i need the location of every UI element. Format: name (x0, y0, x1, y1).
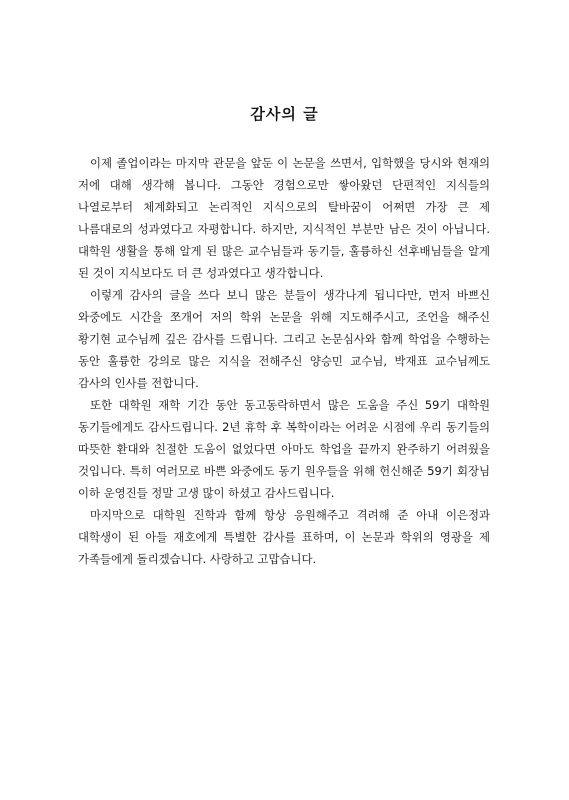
paragraph-2: 이렇게 감사의 글을 쓰다 보니 많은 분들이 생각나게 됩니다만, 먼저 바쁘신 와중에도 시간을 쪼개어 저의 학위 논문을 위해 지도해주시고, 조언을 해주신 황기현 교수님께 깊은 감사를 드립니다. 그리고 논문심사와 함께 학업을 수행하는 동안 훌륭한 강의로 많은 지식을 전해주신 양승민 교수님, 박재표 교수님께도 감사의 인사를 전합니다. (78, 288, 490, 390)
page-title: 감사의 글 (250, 105, 319, 123)
paragraph-4: 마지막으로 대학원 진학과 함께 항상 응원해주고 격려해 준 아내 이은정과 대학생이 된 아들 재호에게 특별한 감사를 표하며, 이 논문과 학위의 영광을 제 가족들에게 돌리겠습니다. 사랑하고 고맙습니다. (78, 508, 490, 566)
acknowledgement-body (78, 152, 490, 570)
paragraph-1: 이제 졸업이라는 마지막 관문을 앞둔 이 논문을 쓰면서, 입학했을 당시와 현재의 저에 대해 생각해 봅니다. 그동안 경험으로만 쌓아왔던 단편적인 지식들의 나열로부터 체계화되고 논리적인 지식으로의 탈바꿈이 어쩌면 가장 큰 제 나름대로의 성과였다고 자평합니다. 하지만, 지식적인 부분만 남은 것이 아닙니다. 대학원 생활을 통해 알게 된 많은 교수님들과 동기들, 훌륭하신 선후배님들을 알게 된 것이 지식보다도 더 큰 성과였다고 생각합니다. (78, 156, 490, 280)
paragraph-3: 또한 대학원 재학 기간 동안 동고동락하면서 많은 도움을 주신 59기 대학원 동기들에게도 감사드립니다. 2년 휴학 후 복학이라는 어려운 시점에 우리 동기들의 따뜻한 환대와 친절한 도움이 없었다면 아마도 학업을 끝까지 완주하기 어려웠을 것입니다. 특히 여러모로 바쁜 와중에도 동기 원우들을 위해 헌신해준 59기 회장님 이하 운영진들 정말 고생 많이 하셨고 감사드립니다. (78, 398, 490, 500)
